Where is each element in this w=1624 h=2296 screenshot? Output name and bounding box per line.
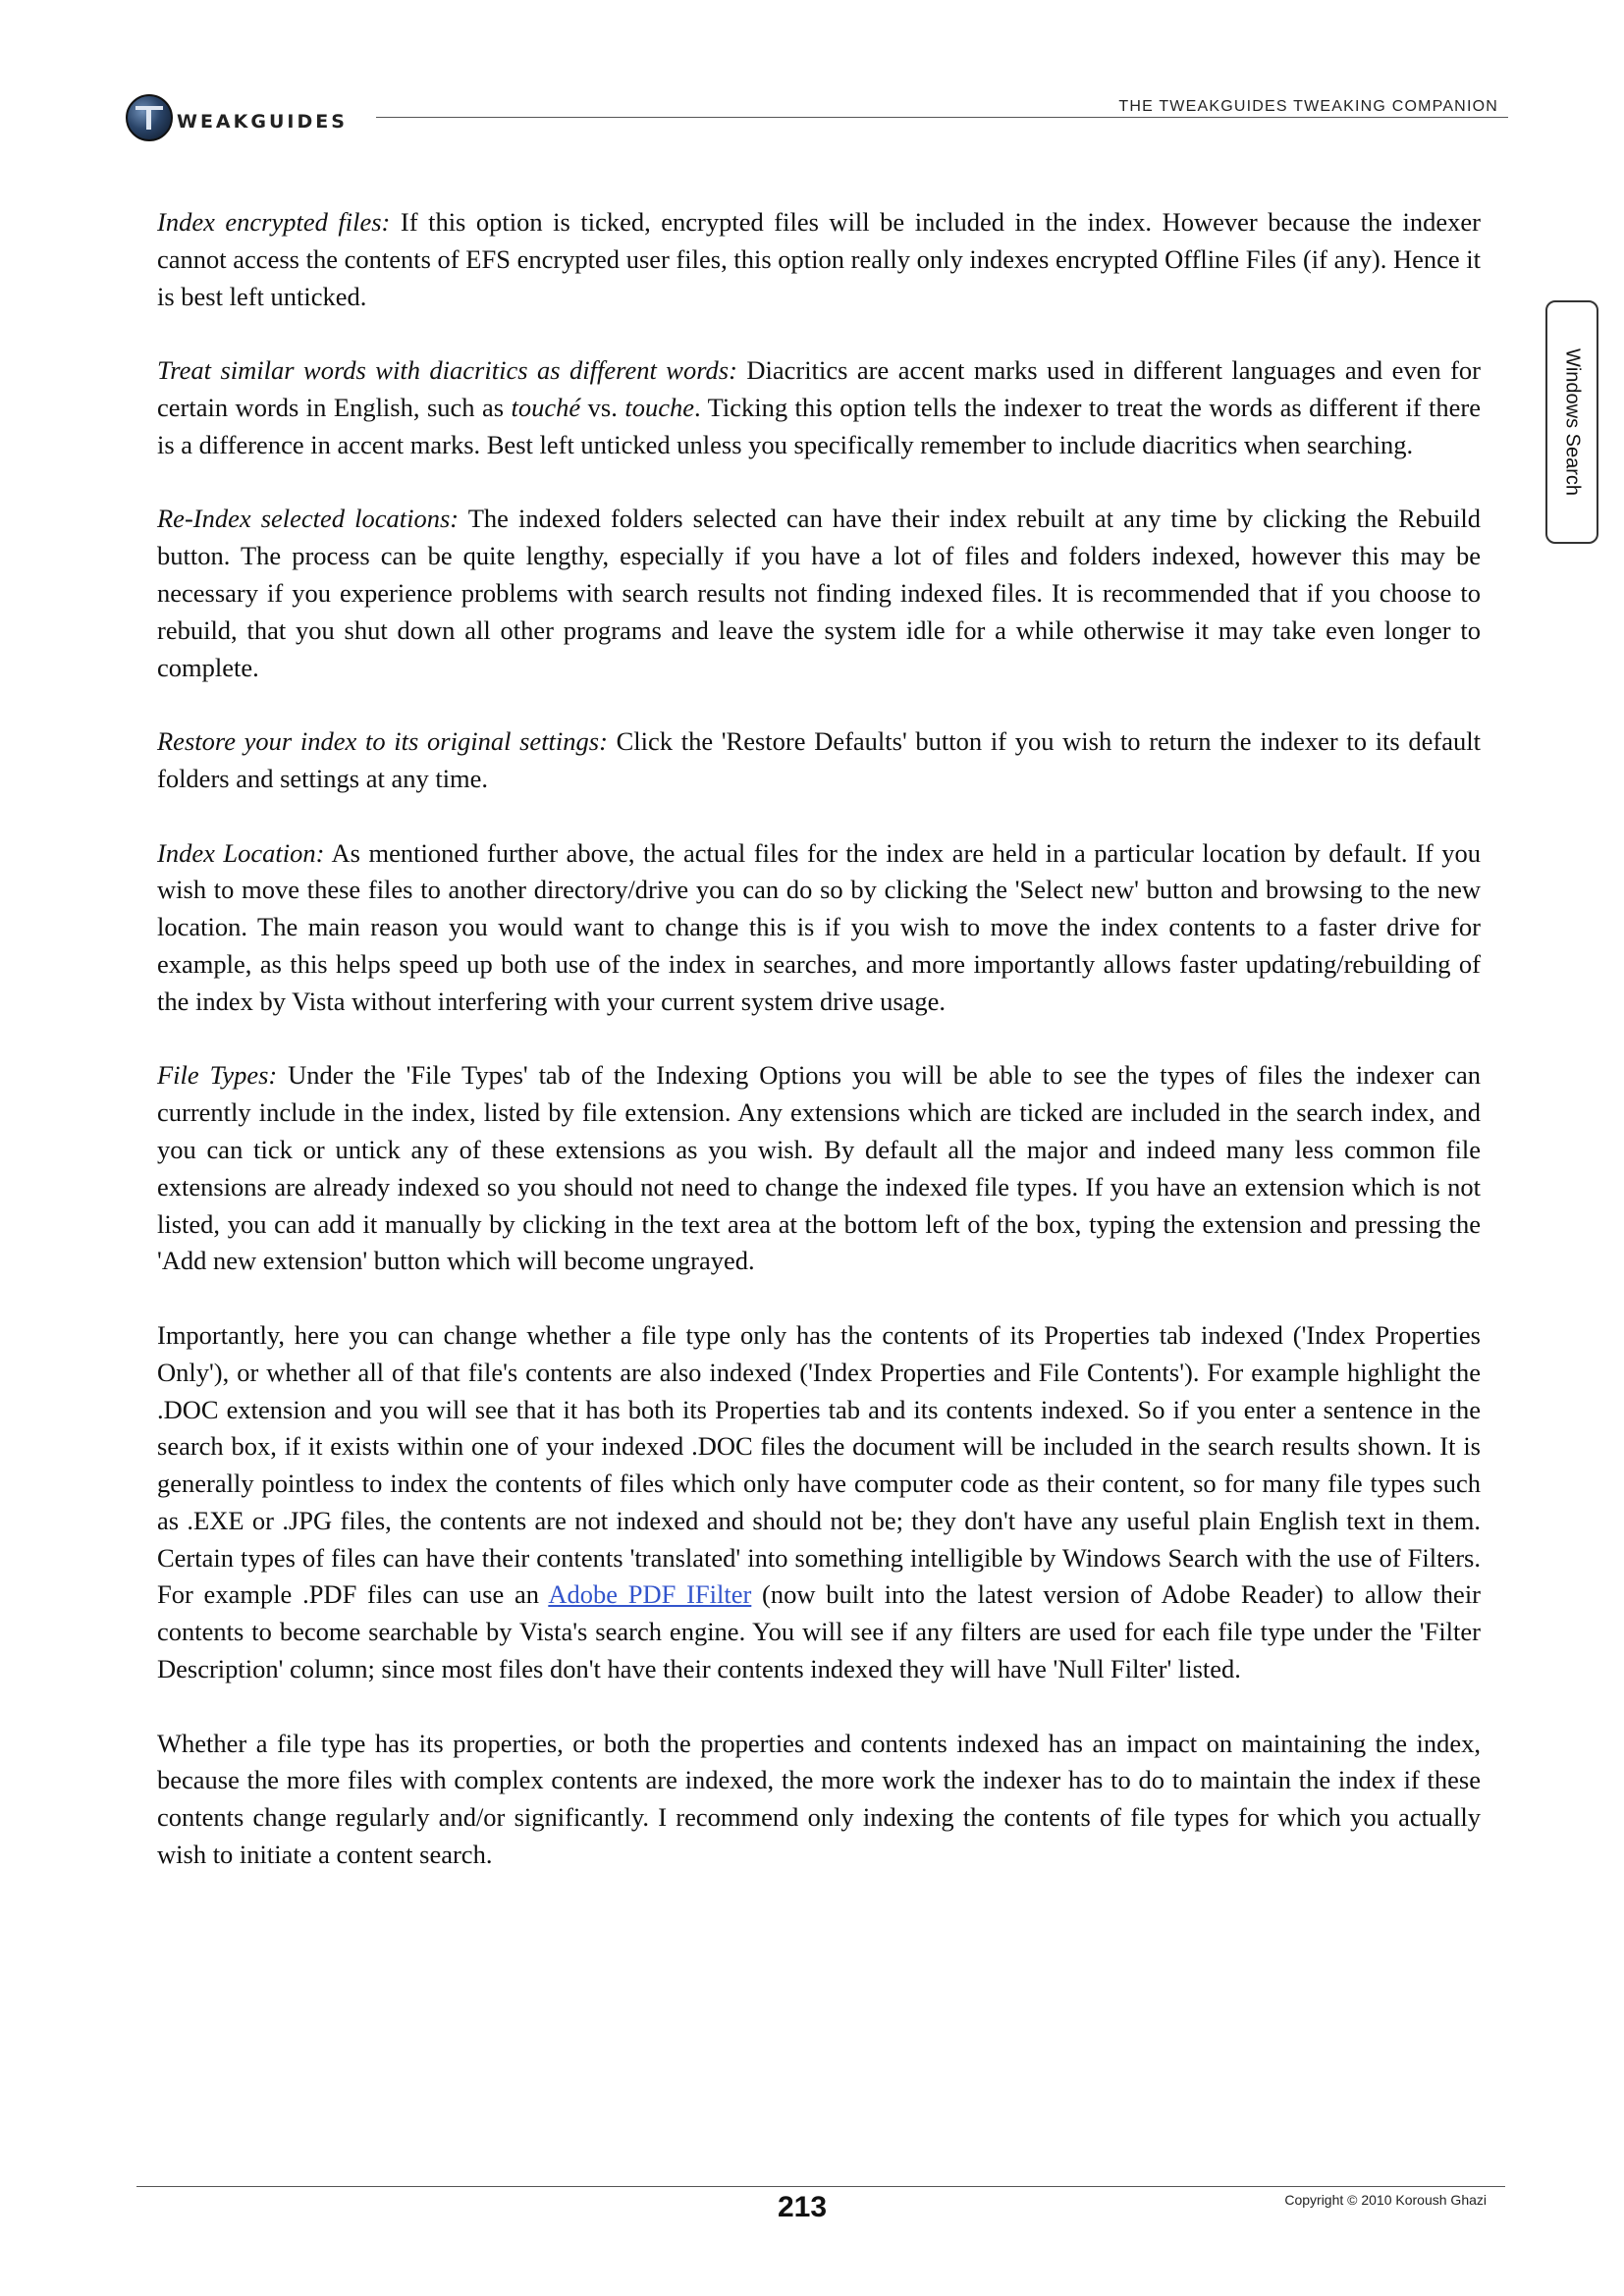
header-title: THE TWEAKGUIDES TWEAKING COMPANION — [1118, 98, 1498, 115]
paragraph-reindex — [157, 501, 1481, 686]
tweakguides-logo-icon — [126, 94, 173, 141]
paragraph-indexing-impact — [157, 1726, 1481, 1874]
paragraph-index-encrypted-files — [157, 204, 1481, 315]
paragraph-text: Importantly, here you can change whether a file type only has the contents of its Properties tab indexed ('Index Properties Only'), or whether all of that file's contents are also indexed ('Index Properties and File Contents'). For example highlight the .DOC extension and you will see that it has both its Properties tab and its contents indexed. So if you enter a sentence in the search box, if it exists within one of your indexed .DOC files the document will be included in the search results shown. It is generally pointless to index the contents of files which only have computer code as their content, so for many file types such as .EXE or .JPG files, the contents are not indexed and should not be; they don't have any useful plain English text in them. Certain types of files can have their contents 'translated' into something intelligible by Windows Search with the use of Filters. For example .PDF files can use an — [157, 1319, 1481, 1610]
adobe-pdf-ifilter-link[interactable]: Adobe PDF IFilter — [548, 1579, 752, 1610]
paragraph-text: (now built into the latest version of Adobe Reader) to allow their contents to become searchable by Vista's search engine. You will see if any filters are used for each file type under the 'Filter Description' column; since most files don't have their contents indexed they will have 'Null Filter' listed. — [157, 1579, 1482, 1684]
footer-divider — [136, 2186, 1505, 2187]
page-header — [0, 0, 1624, 147]
paragraph-text: Diacritics are accent marks used in different languages and even for certain words in English, such as — [157, 355, 1481, 422]
paragraph-text: Click the 'Restore Defaults' button if you wish to return the indexer to its default folders and settings at any time. — [157, 726, 1481, 793]
paragraph-file-types — [157, 1057, 1481, 1280]
paragraph-index-location — [157, 835, 1481, 1021]
paragraph-restore-defaults — [157, 723, 1481, 798]
paragraph-lead: Index Location: — [157, 837, 325, 868]
emphasis-word: touche — [624, 392, 694, 422]
site-logo — [126, 94, 348, 141]
paragraph-text: Under the 'File Types' tab of the Indexing Options you will be able to see the types of files the indexer can currently include in the index, listed by file extension. Any extensions which are ticked are included in the search index, and you can tick or untick any of these extensions as you wish. By default all the major and indeed many less common file extensions are already indexed so you should not need to change the indexed file types. If you have an extension which is not listed, you can add it manually by clicking in the text area at the bottom left of the box, typing the extension and pressing the 'Add new extension' button which will become ungrayed. — [157, 1060, 1482, 1276]
paragraph-diacritics — [157, 352, 1481, 463]
paragraph-lead: Index encrypted files: — [157, 207, 391, 237]
copyright-notice: Copyright © 2010 Koroush Ghazi — [1284, 2192, 1487, 2208]
paragraph-lead: Re-Index selected locations: — [157, 504, 460, 534]
paragraph-text: The indexed folders selected can have their index rebuilt at any time by clicking the Rebuild button. The process can be quite lengthy, especially if you have a lot of files and folders indexed, however this may be necessary if you experience problems with search results not finding indexed files. It is recommended that if you choose to rebuild, that you shut down all other programs and leave the system idle for a while otherwise it may take even longer to complete. — [157, 504, 1481, 682]
header-divider — [376, 117, 1508, 118]
page-number: 213 — [777, 2191, 828, 2223]
paragraph-text: As mentioned further above, the actual files for the index are held in a particular location by default. If you wish to move these files to another directory/drive you can do so by clicking the 'Select new' button and browsing to the new location. The main reason you would want to change this is if you wish to move the index contents to a faster drive for example, as this helps speed up both use of the index in searches, and more importantly allows faster updating/rebuilding of the index by Vista without interfering with your current system drive usage. — [157, 837, 1481, 1016]
paragraph-text: Whether a file type has its properties, or both the properties and contents indexed has an impact on maintaining the index, because the more files with complex contents are indexed, the more work the indexer has to do to maintain the index if these contents change regularly and/or significantly. I recommend only indexing the contents of file types for which you actually wish to initiate a content search. — [157, 1728, 1481, 1870]
paragraph-properties-contents — [157, 1317, 1481, 1688]
paragraph-text: vs. — [580, 392, 625, 422]
paragraph-lead: Restore your index to its original settings: — [157, 726, 608, 757]
emphasis-word: touché — [511, 392, 581, 422]
paragraph-text: . Ticking this option tells the indexer to treat the words as different if there is a difference in accent marks. Best left unticked unless you specifically remember to include diacritics when searching. — [157, 392, 1481, 459]
logo-wordmark: WEAKGUIDES — [177, 111, 348, 133]
paragraph-lead: Treat similar words with diacritics as different words: — [157, 355, 737, 386]
paragraph-lead: File Types: — [157, 1060, 278, 1091]
section-tab — [1545, 300, 1598, 544]
page-body — [157, 204, 1481, 1911]
paragraph-text: If this option is ticked, encrypted files will be included in the index. However because the indexer cannot access the contents of EFS encrypted user files, this option really only indexes encrypted Offline Files (if any). Hence it is best left unticked. — [157, 207, 1481, 311]
section-tab-label: Windows Search — [1561, 347, 1584, 497]
